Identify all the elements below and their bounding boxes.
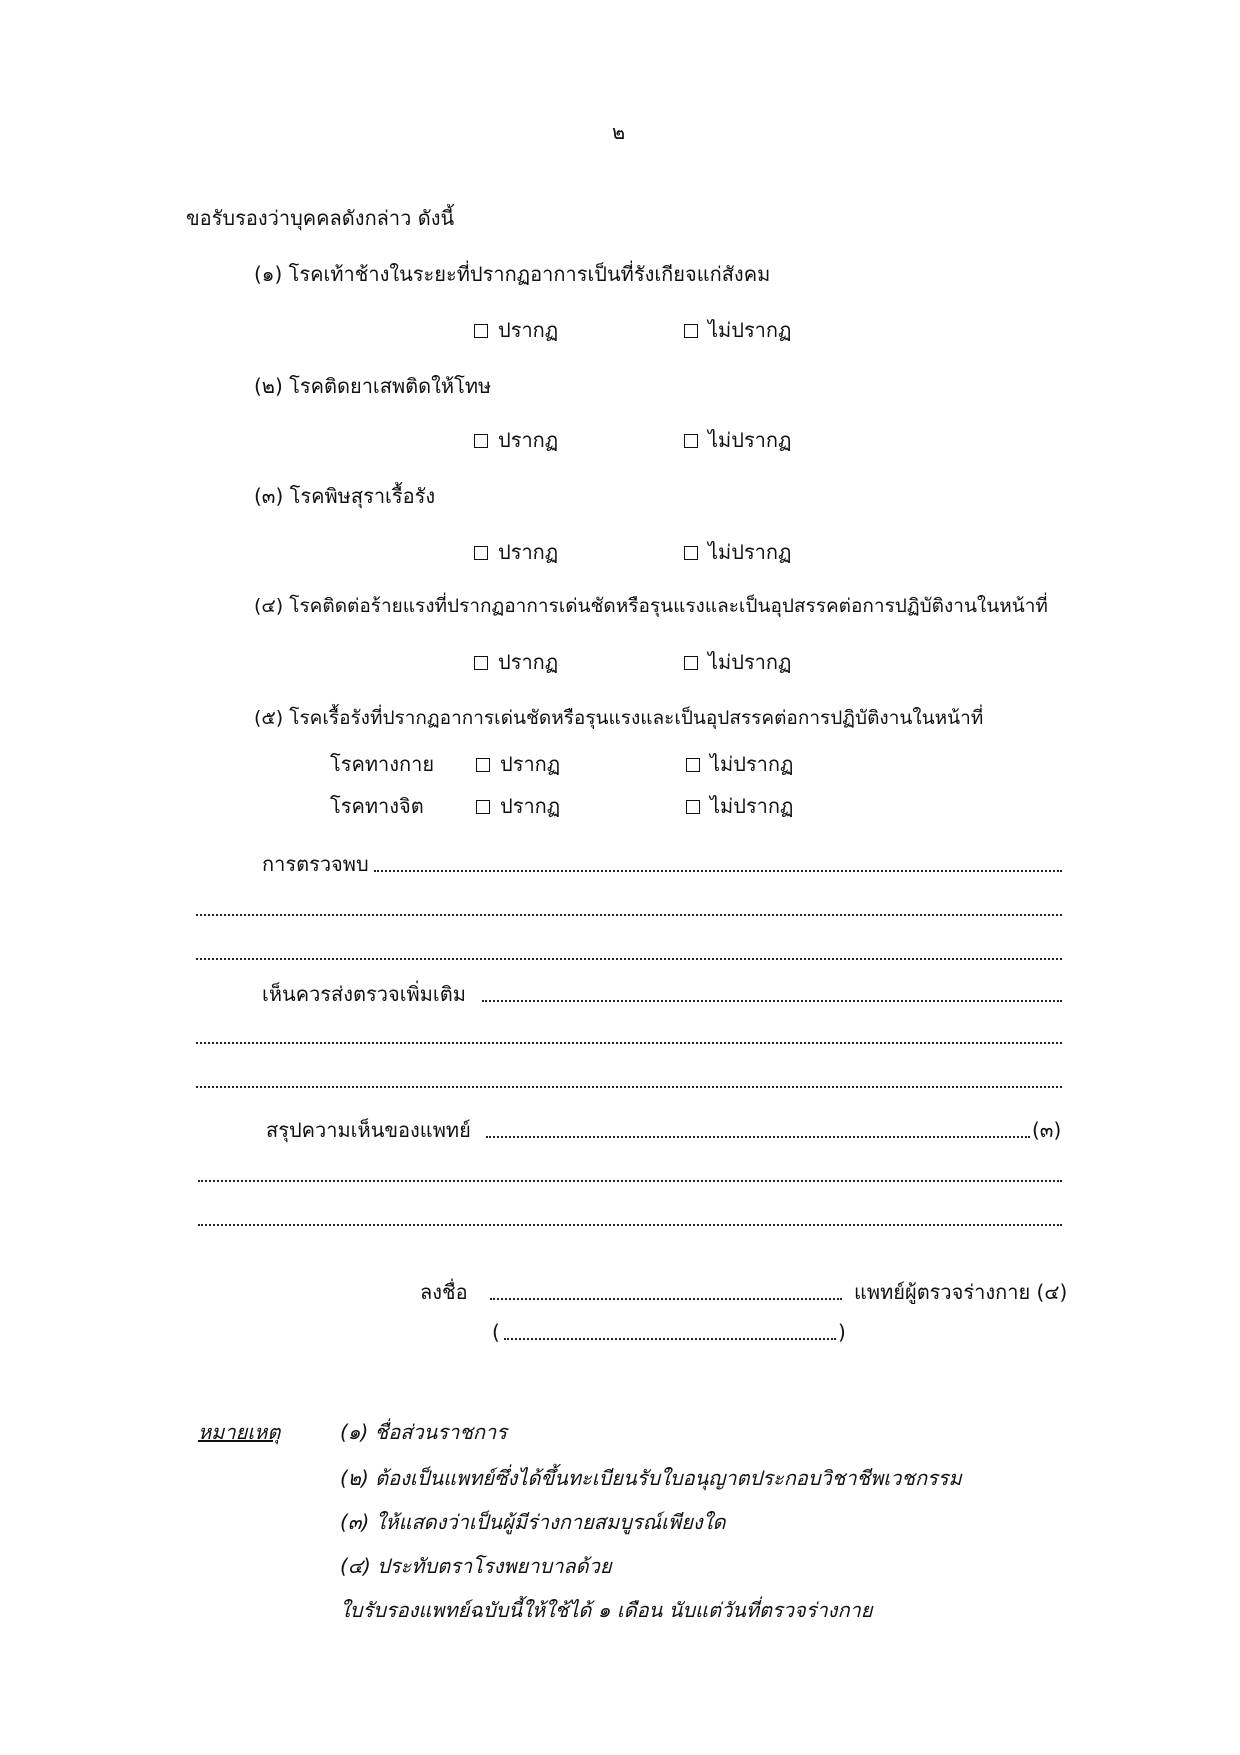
item-1-absent-option[interactable]: ไม่ปรากฏ bbox=[684, 316, 791, 344]
further-exam-line-3[interactable] bbox=[196, 1086, 1062, 1088]
further-exam-line-2[interactable] bbox=[196, 1042, 1062, 1044]
item-4-present-option[interactable]: ปรากฏ bbox=[474, 648, 558, 676]
checkbox-icon bbox=[474, 546, 488, 560]
physical-absent-option[interactable]: ไม่ปรากฏ bbox=[686, 750, 793, 778]
item-2-absent-option[interactable]: ไม่ปรากฏ bbox=[684, 426, 791, 454]
checkbox-icon bbox=[684, 656, 698, 670]
page-number: ๒ bbox=[612, 120, 626, 144]
checkbox-icon bbox=[684, 546, 698, 560]
item-3-absent-option[interactable]: ไม่ปรากฏ bbox=[684, 538, 791, 566]
printed-name-line[interactable] bbox=[504, 1338, 836, 1340]
name-paren-close: ) bbox=[838, 1320, 846, 1344]
note-line-5: ใบรับรองแพทย์ฉบับนี้ให้ใช้ได้ ๑ เดือน นับแต่วันที่ตรวจร่างกาย bbox=[340, 1598, 873, 1622]
notes-heading: หมายเหตุ bbox=[198, 1420, 281, 1444]
item-1-present-option[interactable]: ปรากฏ bbox=[474, 316, 558, 344]
item-3-present-option[interactable]: ปรากฏ bbox=[474, 538, 558, 566]
findings-line-1[interactable] bbox=[374, 870, 1062, 872]
summary-line-1[interactable] bbox=[486, 1136, 1030, 1138]
signature-label: ลงชื่อ bbox=[420, 1280, 468, 1304]
sub-item-mental-label: โรคทางจิต bbox=[330, 794, 424, 818]
checkbox-icon bbox=[476, 758, 490, 772]
note-line-4: (๔) ประทับตราโรงพยาบาลด้วย bbox=[340, 1554, 612, 1578]
signature-line[interactable] bbox=[490, 1298, 842, 1300]
checkbox-icon bbox=[684, 434, 698, 448]
item-4-absent-option[interactable]: ไม่ปรากฏ bbox=[684, 648, 791, 676]
summary-label: สรุปความเห็นของแพทย์ bbox=[266, 1118, 471, 1142]
summary-note-ref: (๓) bbox=[1032, 1118, 1062, 1142]
signature-role: แพทย์ผู้ตรวจร่างกาย (๔) bbox=[854, 1280, 1068, 1304]
findings-label: การตรวจพบ bbox=[262, 852, 369, 876]
further-exam-label: เห็นควรส่งตรวจเพิ่มเติม bbox=[262, 982, 466, 1006]
mental-absent-option[interactable]: ไม่ปรากฏ bbox=[686, 792, 793, 820]
checkbox-icon bbox=[686, 800, 700, 814]
checkbox-icon bbox=[476, 800, 490, 814]
checkbox-icon bbox=[474, 656, 488, 670]
findings-line-3[interactable] bbox=[196, 958, 1062, 960]
checkbox-icon bbox=[474, 324, 488, 338]
findings-line-2[interactable] bbox=[196, 914, 1062, 916]
checkbox-icon bbox=[474, 434, 488, 448]
summary-line-2[interactable] bbox=[198, 1180, 1062, 1182]
further-exam-line-1[interactable] bbox=[482, 1000, 1062, 1002]
item-5-label: (๕) โรคเรื้อรังที่ปรากฏอาการเด่นชัดหรือรุนแรงและเป็นอุปสรรคต่อการปฏิบัติงานในหน้าที่ bbox=[254, 707, 984, 729]
item-4-label: (๔) โรคติดต่อร้ายแรงที่ปรากฏอาการเด่นชัดหรือรุนแรงและเป็นอุปสรรคต่อการปฏิบัติงานในหน้าที่ bbox=[254, 595, 1048, 617]
physical-present-option[interactable]: ปรากฏ bbox=[476, 750, 560, 778]
item-1-label: (๑) โรคเท้าช้างในระยะที่ปรากฏอาการเป็นที่รังเกียจแก่สังคม bbox=[254, 262, 771, 286]
item-2-label: (๒) โรคติดยาเสพติดให้โทษ bbox=[254, 374, 492, 398]
note-line-3: (๓) ให้แสดงว่าเป็นผู้มีร่างกายสมบูรณ์เพียงใด bbox=[340, 1510, 726, 1534]
summary-line-3[interactable] bbox=[198, 1224, 1062, 1226]
note-line-1: (๑) ชื่อส่วนราชการ bbox=[340, 1420, 507, 1444]
checkbox-icon bbox=[684, 324, 698, 338]
name-paren-open: ( bbox=[492, 1320, 500, 1344]
item-2-present-option[interactable]: ปรากฏ bbox=[474, 426, 558, 454]
certification-intro: ขอรับรองว่าบุคคลดังกล่าว ดังนี้ bbox=[186, 206, 455, 230]
checkbox-icon bbox=[686, 758, 700, 772]
mental-present-option[interactable]: ปรากฏ bbox=[476, 792, 560, 820]
note-line-2: (๒) ต้องเป็นแพทย์ซึ่งได้ขึ้นทะเบียนรับใบอนุญาตประกอบวิชาชีพเวชกรรม bbox=[340, 1466, 962, 1490]
sub-item-physical-label: โรคทางกาย bbox=[330, 752, 435, 776]
item-3-label: (๓) โรคพิษสุราเรื้อรัง bbox=[254, 484, 436, 508]
